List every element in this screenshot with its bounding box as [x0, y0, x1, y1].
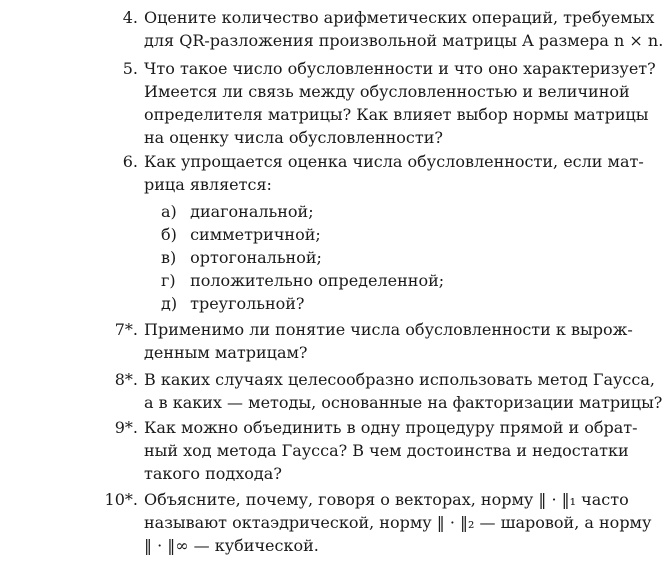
question-line: В каких случаях целесообразно использовать метод Гаусса, — [144, 370, 655, 389]
question-line: Оцените количество арифметических операций, требуемых — [144, 8, 655, 27]
question-line: ‖ · ‖∞ — кубической. — [144, 536, 319, 555]
option-label: д) — [161, 294, 178, 313]
option-d — [161, 269, 444, 292]
question-number: 7*. — [114, 320, 138, 339]
question-line: рица является: — [144, 175, 272, 194]
option-label: б) — [161, 225, 177, 244]
option-b — [161, 223, 321, 246]
option-text: ортогональной; — [190, 248, 322, 267]
option-e — [161, 292, 305, 315]
option-label: в) — [161, 248, 177, 267]
question-text — [144, 150, 644, 196]
question-line: ный ход метода Гаусса? В чем достоинства и недостатки — [144, 441, 629, 460]
question-number: 8*. — [114, 370, 138, 389]
question-number: 10*. — [104, 490, 138, 509]
question-text — [144, 488, 652, 557]
question-number: 4. — [122, 8, 138, 27]
question-line: Имеется ли связь между обусловленностью и величиной — [144, 82, 630, 101]
question-text — [144, 318, 633, 364]
option-label: г) — [161, 271, 176, 290]
question-line: для QR-разложения произвольной матрицы A размера n × n. — [144, 31, 664, 50]
question-line: на оценку числа обусловленности? — [144, 128, 443, 147]
question-number: 9*. — [114, 418, 138, 437]
option-label: а) — [161, 202, 177, 221]
option-a — [161, 200, 314, 223]
question-text — [144, 368, 663, 414]
question-line: Объясните, почему, говоря о векторах, норму ‖ · ‖₁ часто — [144, 490, 629, 509]
question-text — [144, 57, 656, 149]
question-line: Что такое число обусловленности и что оно характеризует? — [144, 59, 656, 78]
question-line: Как можно объединить в одну процедуру прямой и обрат- — [144, 418, 638, 437]
question-number: 5. — [122, 59, 138, 78]
option-text: диагональной; — [190, 202, 314, 221]
question-line: называют октаэдрической, норму ‖ · ‖₂ — шаровой, а норму — [144, 513, 652, 532]
question-line: а в каких — методы, основанные на факторизации матрицы? — [144, 393, 663, 412]
question-text — [144, 6, 664, 52]
question-line: Как упрощается оценка числа обусловленности, если мат- — [144, 152, 644, 171]
question-line: определителя матрицы? Как влияет выбор нормы матрицы — [144, 105, 649, 124]
option-text: треугольной? — [190, 294, 305, 313]
question-line: денным матрицам? — [144, 343, 308, 362]
option-text: симметричной; — [190, 225, 321, 244]
question-text — [144, 416, 638, 485]
option-c — [161, 246, 322, 269]
option-text: положительно определенной; — [190, 271, 445, 290]
question-line: такого подхода? — [144, 464, 282, 483]
question-number: 6. — [122, 152, 138, 171]
question-line: Применимо ли понятие числа обусловленности к вырож- — [144, 320, 633, 339]
